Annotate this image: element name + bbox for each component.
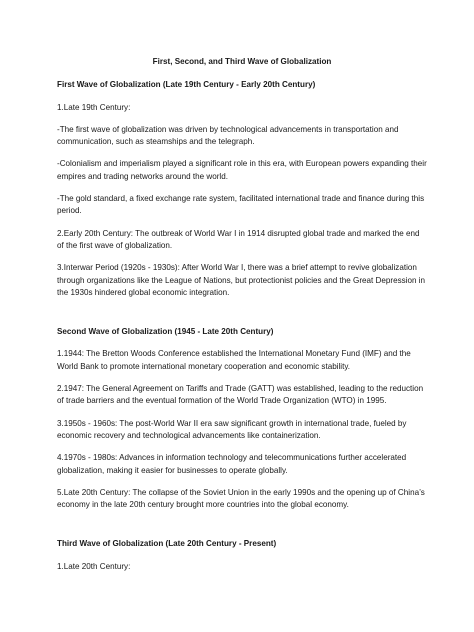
paragraph: 1.Late 20th Century: — [57, 561, 131, 571]
paragraph: 5.Late 20th Century: The collapse of the Soviet Union in the early 1990s and the opening up of China’s economy in the late 20th century brought more countries into the global economy. — [57, 487, 425, 510]
paragraph: 2.1947: The General Agreement on Tariffs and Trade (GATT) was established, leading to the reduction of trade barriers and the eventual formation of the World Trade Organization (WTO) in 1995. — [57, 384, 424, 406]
section-second-wave — [57, 326, 427, 511]
document-body — [57, 56, 427, 583]
paragraph: -The first wave of globalization was driven by technological advancements in transportation and communication, such as steamships and the telegraph. — [57, 124, 399, 147]
paragraph: -Colonialism and imperialism played a significant role in this era, with European powers expanding their empires and trading networks around the world. — [57, 159, 427, 181]
paragraph: 1.Late 19th Century: — [57, 102, 131, 112]
paragraph: 4.1970s - 1980s: Advances in information technology and telecommunications further accelerated globalization, making it easier for businesses to operate globally. — [57, 453, 407, 475]
section-heading: First Wave of Globalization (Late 19th Century - Early 20th Century) — [57, 80, 316, 90]
section-spacer — [57, 521, 427, 538]
paragraph: 1.1944: The Bretton Woods Conference established the International Monetary Fund (IMF) and the World Bank to promote international monetary cooperation and economic stability. — [57, 349, 411, 371]
document-title: First, Second, and Third Wave of Globalization — [152, 57, 332, 66]
paragraph: 3.Interwar Period (1920s - 1930s): After World War I, there was a brief attempt to revive globalization through organizations like the League of Nations, but protectionist policies and the Great Depression in the 1930s hindered global economic integration. — [57, 263, 426, 297]
section-heading: Second Wave of Globalization (1945 - Late 20th Century) — [57, 327, 274, 337]
paragraph: -The gold standard, a fixed exchange rate system, facilitated international trade and finance during this period. — [57, 194, 425, 216]
section-first-wave — [57, 79, 427, 299]
paragraph: 3.1950s - 1960s: The post-World War II era saw significant growth in international trade, fueled by economic recovery and technological advancements like containerization. — [57, 418, 407, 440]
section-heading: Third Wave of Globalization (Late 20th Century - Present) — [57, 539, 277, 549]
section-spacer — [57, 309, 427, 326]
section-third-wave — [57, 538, 427, 573]
paragraph: 2.Early 20th Century: The outbreak of World War I in 1914 disrupted global trade and marked the end of the first wave of globalization. — [57, 228, 420, 250]
